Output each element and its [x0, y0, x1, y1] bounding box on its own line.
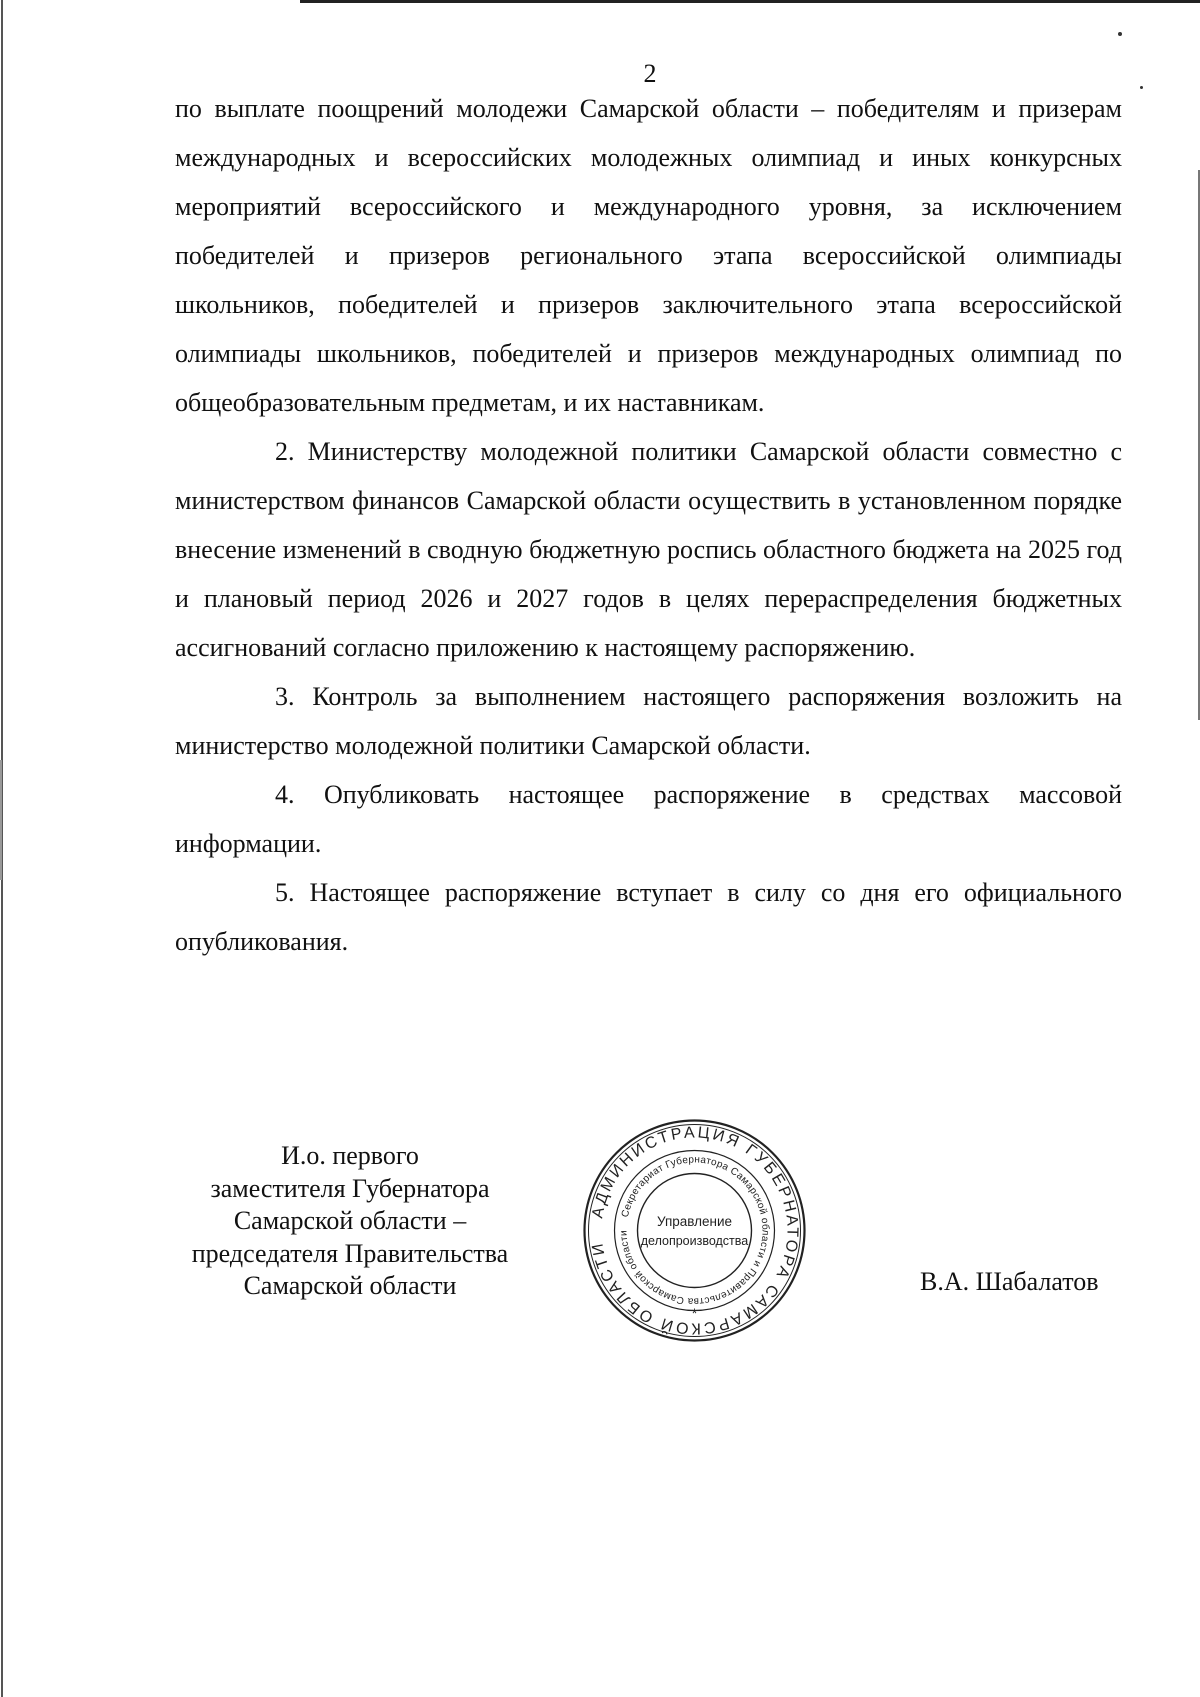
scan-edge-left-mark — [0, 760, 2, 880]
page-number: 2 — [643, 59, 657, 88]
paragraph-item-4: 4. Опубликовать настоящее распоряжение в средствах массовой информации. — [175, 780, 1122, 858]
paragraph-continuation: по выплате поощрений молодежи Самарской области – победителям и призерам международных и всероссийских молодежных олимпиад и иных конкурсных мероприятий всероссийского и международного уровня, за исключением победителей и призеров регионального этапа всероссийской олимпиады школьников, победителей и призеров заключительного этапа всероссийской олимпиады школьников, победителей и призеров международных олимпиад по общеобразовательным предметам, и их наставникам. — [175, 94, 1122, 417]
seal-middle-ring — [615, 1151, 775, 1311]
signatory-name: В.А. Шабалатов — [920, 1267, 1099, 1296]
seal-center-line-2: делопроизводства — [640, 1234, 749, 1248]
seal-inner-text: Секретариат Губернатора Самарской области и Правительства Самарской области — [618, 1154, 771, 1307]
seal-inner-ring — [638, 1174, 752, 1288]
seal-star: * — [691, 1305, 698, 1321]
signatory-position-line: Самарской области — [243, 1271, 457, 1300]
scan-edge-top — [300, 0, 1200, 3]
seal-outer-text: АДМИНИСТРАЦИЯ ГУБЕРНАТОРА САМАРСКОЙ ОБЛАСТИ — [588, 1124, 801, 1337]
seal-center-line-1: Управление — [656, 1214, 733, 1229]
document-body — [175, 84, 1122, 966]
signatory-position-line: председателя Правительства — [191, 1238, 509, 1268]
signatory-position-line: заместителя Губернатора — [210, 1173, 490, 1203]
paragraph-item-2: 2. Министерству молодежной политики Самарской области совместно с министерством финансов Самарской области осуществить в установленном порядке внесение изменений в сводную бюджетную роспись областного бюджета на 2025 год и плановый период 2026 и 2027 годов в целях перераспределения бюджетных ассигнований согласно приложению к настоящему распоряжению. — [175, 437, 1122, 662]
signatory-position-line: Самарской области – — [233, 1206, 467, 1235]
official-seal — [582, 1118, 807, 1343]
signatory-position-line: И.о. первого — [281, 1141, 419, 1170]
paragraph-item-5: 5. Настоящее распоряжение вступает в силу со дня его официального опубликования. — [175, 878, 1122, 956]
scan-speck — [1118, 32, 1122, 36]
signatory-position — [150, 1140, 550, 1303]
paragraph-item-3: 3. Контроль за выполнением настоящего распоряжения возложить на министерство молодежной политики Самарской области. — [175, 682, 1122, 760]
